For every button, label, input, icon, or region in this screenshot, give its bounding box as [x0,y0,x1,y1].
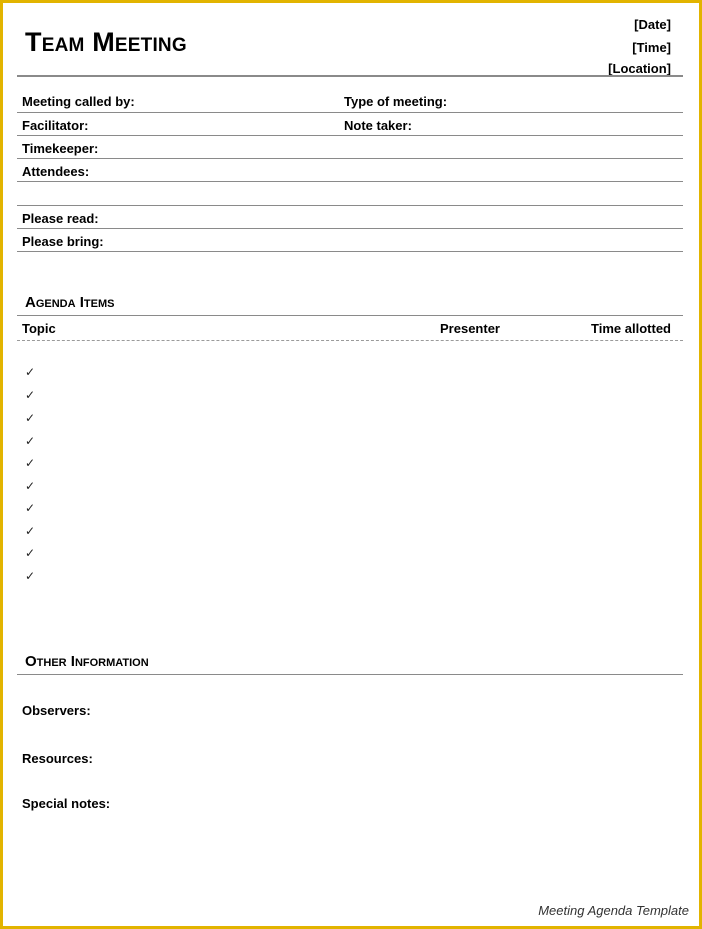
observers-label: Observers: [22,703,91,718]
agenda-checkmark[interactable]: ✓ [25,479,36,493]
agenda-checkmark[interactable]: ✓ [25,365,36,379]
attendees-label: Attendees: [22,164,90,179]
time-allotted-column-header: Time allotted [591,321,671,336]
agenda-checkmark[interactable]: ✓ [25,456,36,470]
please-read-label: Please read: [22,211,99,226]
time-field[interactable]: [Time] [632,40,671,55]
agenda-checkmark[interactable]: ✓ [25,546,36,560]
other-divider [17,674,683,675]
row-divider [17,158,683,159]
row-divider [17,251,683,252]
agenda-header-divider [17,340,683,341]
note-taker-label: Note taker: [344,118,412,133]
template-caption: Meeting Agenda Template [538,903,689,918]
row-divider [17,181,683,182]
please-bring-label: Please bring: [22,234,104,249]
timekeeper-label: Timekeeper: [22,141,99,156]
row-divider [17,205,683,206]
agenda-checkmark[interactable]: ✓ [25,501,36,515]
special-notes-label: Special notes: [22,796,111,811]
other-information-heading: Other Information [25,653,149,670]
facilitator-label: Facilitator: [22,118,89,133]
agenda-checkmark[interactable]: ✓ [25,434,36,448]
agenda-items-heading: Agenda Items [25,294,115,311]
page-title: Team Meeting [25,27,187,57]
row-divider [17,228,683,229]
location-field[interactable]: [Location] [608,61,671,76]
type-of-meeting-label: Type of meeting: [344,94,448,109]
date-field[interactable]: [Date] [634,17,671,32]
row-divider [17,135,683,136]
header-divider [17,75,683,77]
meeting-called-by-label: Meeting called by: [22,94,135,109]
agenda-divider [17,315,683,316]
agenda-checkmark[interactable]: ✓ [25,411,36,425]
topic-column-header: Topic [22,321,56,336]
row-divider [17,112,683,113]
resources-label: Resources: [22,751,93,766]
agenda-checkmark[interactable]: ✓ [25,569,36,583]
agenda-checkmark[interactable]: ✓ [25,388,36,402]
agenda-checkmark[interactable]: ✓ [25,524,36,538]
presenter-column-header: Presenter [440,321,500,336]
